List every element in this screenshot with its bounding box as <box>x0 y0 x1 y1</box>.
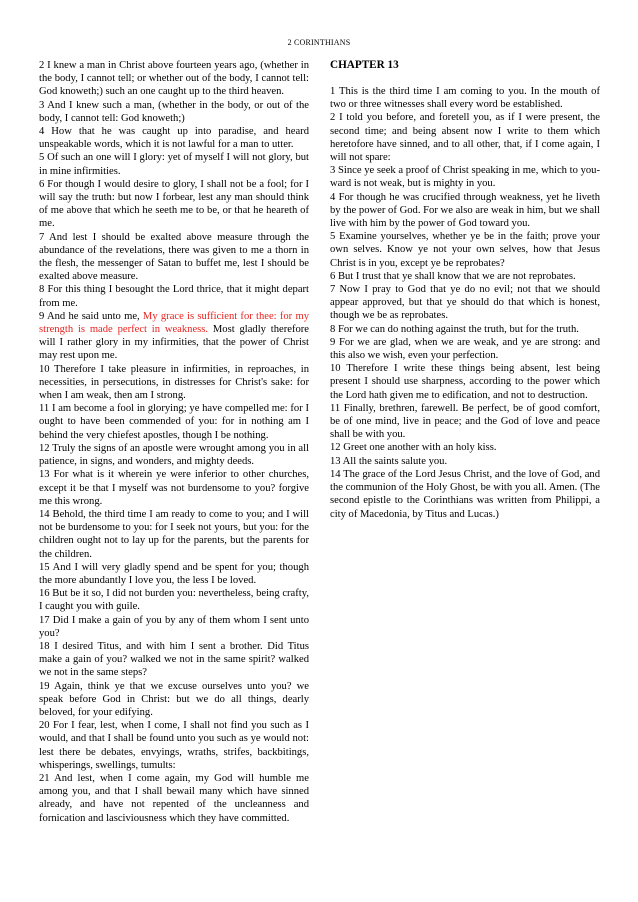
verse: 2 I told you before, and foretell you, as if I were present, the second time; and being absent now I write to them which heretofore have sinned, and to all other, that, if I come again, I will not spare: <box>330 112 600 164</box>
verse: 14 The grace of the Lord Jesus Christ, and the love of God, and the communion of the Holy Ghost, be with you all. Amen. (The second epistle to the Corinthians was written from Philippi, a city of Macedonia, by Titus and Lucas.) <box>330 468 600 520</box>
verse: 4 For though he was crucified through weakness, yet he liveth by the power of God. For we also are weak in him, but we shall live with him by the power of God toward you. <box>330 191 600 230</box>
verse: 8 For we can do nothing against the truth, but for the truth. <box>330 323 579 335</box>
verse: 17 Did I make a gain of you by any of them whom I sent unto you? <box>39 614 309 639</box>
verse: 19 Again, think ye that we excuse ourselves unto you? we speak before God in Christ: but we do all things, dearly beloved, for your edifying. <box>39 680 309 718</box>
verse: 21 And lest, when I come again, my God will humble me among you, and that I shall bewail many which have sinned already, and have not repented of the uncleanness and fornication and lasciviousness which they have committed. <box>39 772 309 824</box>
verse: 12 Greet one another with an holy kiss. <box>330 442 497 454</box>
running-header: 2 CORINTHIANS <box>287 38 351 47</box>
verse-with-red-letter <box>39 310 309 363</box>
verse: 5 Examine yourselves, whether ye be in the faith; prove your own selves. Know ye not your own selves, how that Jesus Christ is in you, except ye be reprobates? <box>330 231 600 269</box>
verse: 20 For I fear, lest, when I come, I shall not find you such as I would, and that I shall be found unto you such as ye would not: lest there be debates, envyings, wraths, strifes, backbitings, whisperings, swellings, tumults: <box>39 720 309 771</box>
verse: 6 For though I would desire to glory, I shall not be a fool; for I will say the truth: but now I forbear, lest any man should think of me above that which he seeth me to be, or that he heareth of me. <box>39 178 309 230</box>
verse: 6 But I trust that ye shall know that we are not reprobates. <box>330 270 576 282</box>
verse: 7 And lest I should be exalted above measure through the abundance of the revelations, there was given to me a thorn in the flesh, the messenger of Satan to buffet me, lest I should be exalted above measure. <box>39 231 309 283</box>
verse: 3 And I knew such a man, (whether in the body, or out of the body, I cannot tell: God knoweth;) <box>39 99 309 124</box>
verse-text: Most gladly therefore will I rather glory in my infirmities, that the power of Christ may rest upon me. <box>39 324 309 362</box>
verse: 1 This is the third time I am coming to you. In the mouth of two or three witnesses shall every word be established. <box>330 86 600 111</box>
verse: 10 Therefore I take pleasure in infirmities, in reproaches, in necessities, in persecutions, in distresses for Christ's sake: for when I am weak, then am I strong. <box>39 363 309 402</box>
verse: 14 Behold, the third time I am ready to come to you; and I will not be burdensome to you: for I seek not yours, but you: for the children ought not to lay up for the parents, but the parents for the children. <box>39 508 309 560</box>
right-column <box>330 59 600 521</box>
verse: 13 For what is it wherein ye were inferior to other churches, except it be that I myself was not burdensome to you? forgive me this wrong. <box>39 469 309 507</box>
verse: 15 And I will very gladly spend and be spent for you; though the more abundantly I love you, the less I be loved. <box>39 561 309 586</box>
verse: 11 Finally, brethren, farewell. Be perfect, be of good comfort, be of one mind, live in peace; and the God of love and peace shall be with you. <box>330 402 600 441</box>
left-column <box>39 59 309 825</box>
red-letter-text: My grace is sufficient for thee: for my strength is made perfect in weakness. <box>39 310 309 336</box>
verse: 5 Of such an one will I glory: yet of myself I will not glory, but in mine infirmities. <box>39 152 309 177</box>
verse: 3 Since ye seek a proof of Christ speaking in me, which to you-ward is not weak, but is mighty in you. <box>330 165 600 190</box>
verse: 10 Therefore I write these things being absent, lest being present I should use sharpness, according to the power which the Lord hath given me to edification, and not to destruction. <box>330 363 600 401</box>
verse-text: 9 And he said unto me, <box>39 310 143 322</box>
verse: 8 For this thing I besought the Lord thrice, that it might depart from me. <box>39 284 309 309</box>
chapter-heading: CHAPTER 13 <box>330 59 399 71</box>
verse: 9 For we are glad, when we are weak, and ye are strong: and this also we wish, even your perfection. <box>330 336 600 362</box>
verse: 4 How that he was caught up into paradise, and heard unspeakable words, which it is not lawful for a man to utter. <box>39 126 309 151</box>
verse: 7 Now I pray to God that ye do no evil; not that we should appear approved, but that ye should do that which is honest, though we be as reprobates. <box>330 284 600 322</box>
verse: 12 Truly the signs of an apostle were wrought among you in all patience, in signs, and wonders, and mighty deeds. <box>39 442 309 468</box>
verse: 18 I desired Titus, and with him I sent a brother. Did Titus make a gain of you? walked we not in the same spirit? walked we not in the same steps? <box>39 640 309 679</box>
verse: 11 I am become a fool in glorying; ye have compelled me: for I ought to have been commended of you: for in nothing am I behind the very chiefest apostles, though I be nothing. <box>39 403 309 441</box>
verse: 13 All the saints salute you. <box>330 455 448 467</box>
verse: 16 But be it so, I did not burden you: nevertheless, being crafty, I caught you with guile. <box>39 588 309 613</box>
verse: 2 I knew a man in Christ above fourteen years ago, (whether in the body, I cannot tell; or whether out of the body, I cannot tell: God knoweth;) such an one caught up to the third heaven. <box>39 60 309 98</box>
